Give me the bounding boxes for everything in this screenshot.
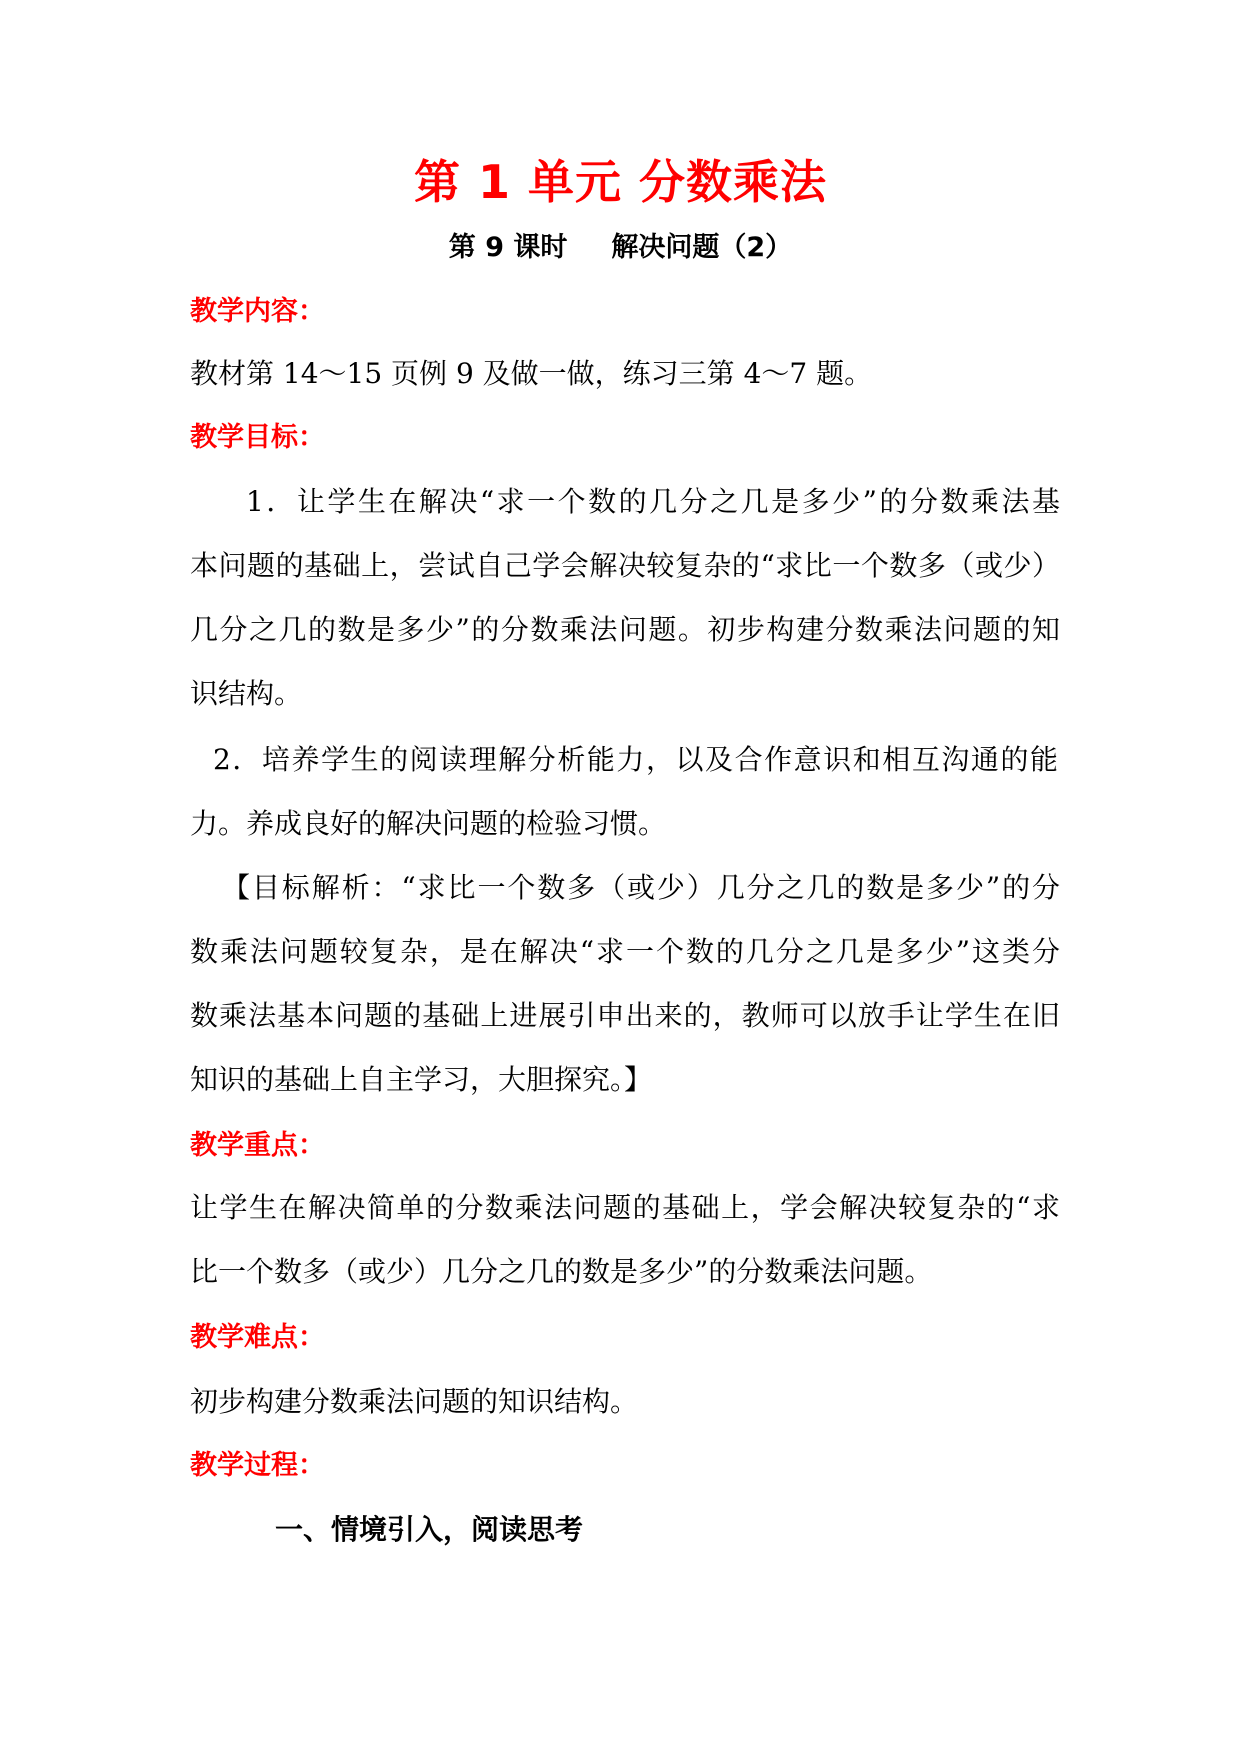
goal1-line-2: 本问题的基础上，尝试自己学会解决较复杂的“求比一个数多（或少） <box>190 549 1060 582</box>
content-heading: 教学内容： <box>190 296 325 327</box>
difficulties-heading: 教学难点： <box>190 1322 325 1353</box>
analysis-line-4: 知识的基础上自主学习，大胆探究。】 <box>190 1063 653 1096</box>
analysis-line-1: 【目标解析：“求比一个数多（或少）几分之几的数是多少”的分 <box>222 871 1060 904</box>
goal1-line-3: 几分之几的数是多少”的分数乘法问题。初步构建分数乘法问题的知 <box>190 613 1060 646</box>
lesson-topic: 解决问题（2） <box>611 232 793 263</box>
process-step-1: 一、情境引入，阅读思考 <box>275 1513 584 1546</box>
goal2-line-2: 力。养成良好的解决问题的检验习惯。 <box>190 807 667 840</box>
content-text: 教材第 14～15 页例 9 及做一做，练习三第 4～7 题。 <box>190 357 873 390</box>
goal1-line-4: 识结构。 <box>190 677 303 710</box>
goals-heading: 教学目标： <box>190 422 325 453</box>
analysis-line-3: 数乘法基本问题的基础上进展引申出来的，教师可以放手让学生在旧 <box>190 999 1060 1032</box>
analysis-line-2: 数乘法问题较复杂，是在解决“求一个数的几分之几是多少”这类分 <box>190 935 1060 968</box>
goal1-line-1: 1．让学生在解决“求一个数的几分之几是多少”的分数乘法基 <box>246 485 1060 518</box>
lesson-subtitle <box>0 228 1241 268</box>
process-heading: 教学过程： <box>190 1450 325 1481</box>
key-points-line-1: 让学生在解决简单的分数乘法问题的基础上，学会解决较复杂的“求 <box>190 1191 1060 1224</box>
document-title: 第 1 单元 分数乘法 <box>413 155 828 209</box>
key-points-line-2: 比一个数多（或少）几分之几的数是多少”的分数乘法问题。 <box>190 1255 933 1288</box>
key-points-heading: 教学重点： <box>190 1130 325 1161</box>
difficulties-text: 初步构建分数乘法问题的知识结构。 <box>190 1385 639 1418</box>
lesson-number: 第 9 课时 <box>448 232 568 263</box>
goal2-line-1: 2．培养学生的阅读理解分析能力，以及合作意识和相互沟通的能 <box>213 743 1058 776</box>
